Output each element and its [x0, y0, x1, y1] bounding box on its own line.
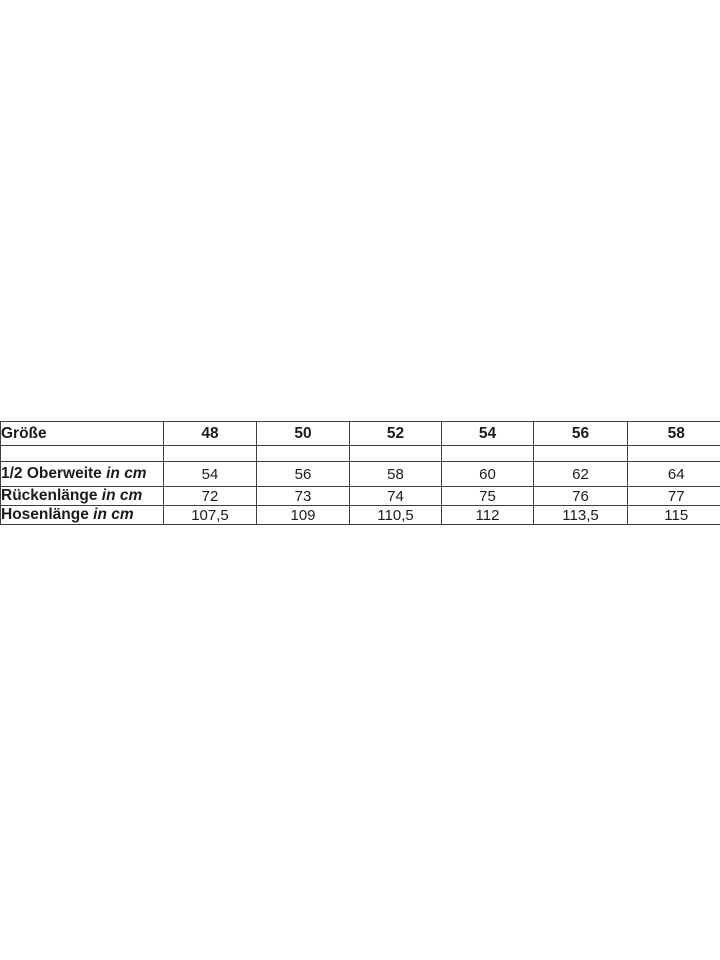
- table-cell: 73: [257, 487, 350, 506]
- row-label-unit: in cm: [93, 506, 134, 523]
- table-cell: 110,5: [350, 506, 442, 525]
- row-label-text: 1/2 Oberweite: [1, 465, 102, 482]
- table-row-header: [1, 422, 720, 446]
- table-row-oberweite: [1, 462, 720, 487]
- size-col-header: 56: [534, 422, 628, 446]
- table-cell: 58: [350, 462, 442, 487]
- empty-cell: [350, 446, 442, 462]
- table-cell: 60: [442, 462, 534, 487]
- table-cell: 62: [534, 462, 628, 487]
- empty-cell: [257, 446, 350, 462]
- table-cell: 115: [628, 506, 720, 525]
- table-cell: 113,5: [534, 506, 628, 525]
- table-cell: 72: [164, 487, 257, 506]
- table-cell: 64: [628, 462, 720, 487]
- row-label-unit: in cm: [106, 465, 147, 482]
- table-cell: 74: [350, 487, 442, 506]
- row-label: [1, 462, 164, 487]
- row-label-text: Rückenlänge: [1, 487, 98, 504]
- empty-cell: [628, 446, 720, 462]
- header-label-groesse: Größe: [1, 422, 164, 446]
- row-label: [1, 506, 164, 525]
- size-col-header: 52: [350, 422, 442, 446]
- size-col-header: 48: [164, 422, 257, 446]
- table-cell: 107,5: [164, 506, 257, 525]
- table-cell: 76: [534, 487, 628, 506]
- row-label-unit: in cm: [101, 487, 143, 504]
- table-row-rueckenlaenge: [1, 487, 720, 506]
- table-cell: 75: [442, 487, 534, 506]
- table-cell: 109: [257, 506, 350, 525]
- empty-cell: [164, 446, 257, 462]
- table-row-spacer: [1, 446, 720, 462]
- table-cell: 54: [164, 462, 257, 487]
- empty-cell: [534, 446, 628, 462]
- size-col-header: 58: [628, 422, 720, 446]
- table-cell: 112: [442, 506, 534, 525]
- row-label-text: Hosenlänge: [1, 506, 89, 523]
- row-label: [1, 487, 164, 506]
- table-row-hosenlaenge: [1, 506, 720, 525]
- empty-cell: [1, 446, 164, 462]
- table-cell: 77: [628, 487, 720, 506]
- size-col-header: 54: [442, 422, 534, 446]
- empty-cell: [442, 446, 534, 462]
- table-cell: 56: [257, 462, 350, 487]
- size-col-header: 50: [257, 422, 350, 446]
- size-chart-table: [0, 421, 720, 525]
